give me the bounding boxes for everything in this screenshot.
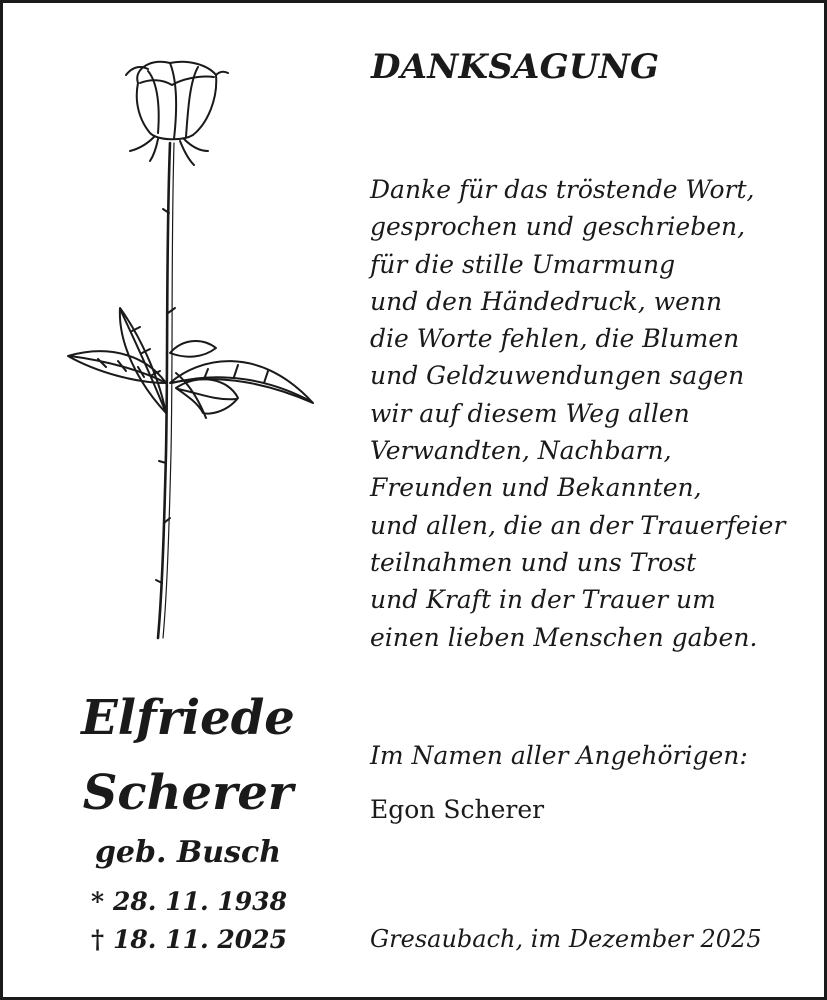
poem-line: und allen, die an der Trauerfeier — [370, 510, 786, 540]
place-and-date: Gresaubach, im Dezember 2025 — [370, 925, 762, 953]
cross-icon: † — [91, 925, 105, 954]
signer-name: Egon Scherer — [370, 795, 545, 824]
birth-date-line — [91, 887, 287, 916]
poem-line: Verwandten, Nachbarn, — [370, 436, 672, 466]
poem-line: wir auf diesem Weg allen — [370, 398, 690, 428]
poem-line: für die stille Umarmung — [370, 249, 676, 279]
deceased-last-name: Scherer — [82, 765, 294, 821]
poem-line: Freunden und Bekannten, — [370, 473, 702, 503]
poem-line: und Geldzuwendungen sagen — [370, 361, 745, 391]
birth-date: 28. 11. 1938 — [113, 887, 287, 916]
page-title: DANKSAGUNG — [371, 47, 660, 87]
poem-line: einen lieben Menschen gaben. — [370, 622, 758, 652]
poem-line: und den Händedruck, wenn — [370, 286, 723, 316]
deceased-first-name: Elfriede — [81, 690, 295, 746]
birth-star-icon: * — [91, 887, 105, 916]
poem-line: und Kraft in der Trauer um — [370, 585, 716, 615]
death-date: 18. 11. 2025 — [113, 925, 287, 954]
poem-line: die Worte fehlen, die Blumen — [370, 324, 740, 354]
poem-line: teilnahmen und uns Trost — [370, 547, 697, 577]
thank-you-poem — [370, 171, 810, 656]
signoff-text: Im Namen aller Angehörigen: — [370, 741, 748, 770]
rose-icon — [58, 53, 323, 653]
poem-line: Danke für das tröstende Wort, — [370, 175, 755, 204]
death-date-line — [91, 925, 287, 954]
poem-line: gesprochen und geschrieben, — [370, 212, 746, 242]
maiden-name: geb. Busch — [94, 835, 282, 870]
